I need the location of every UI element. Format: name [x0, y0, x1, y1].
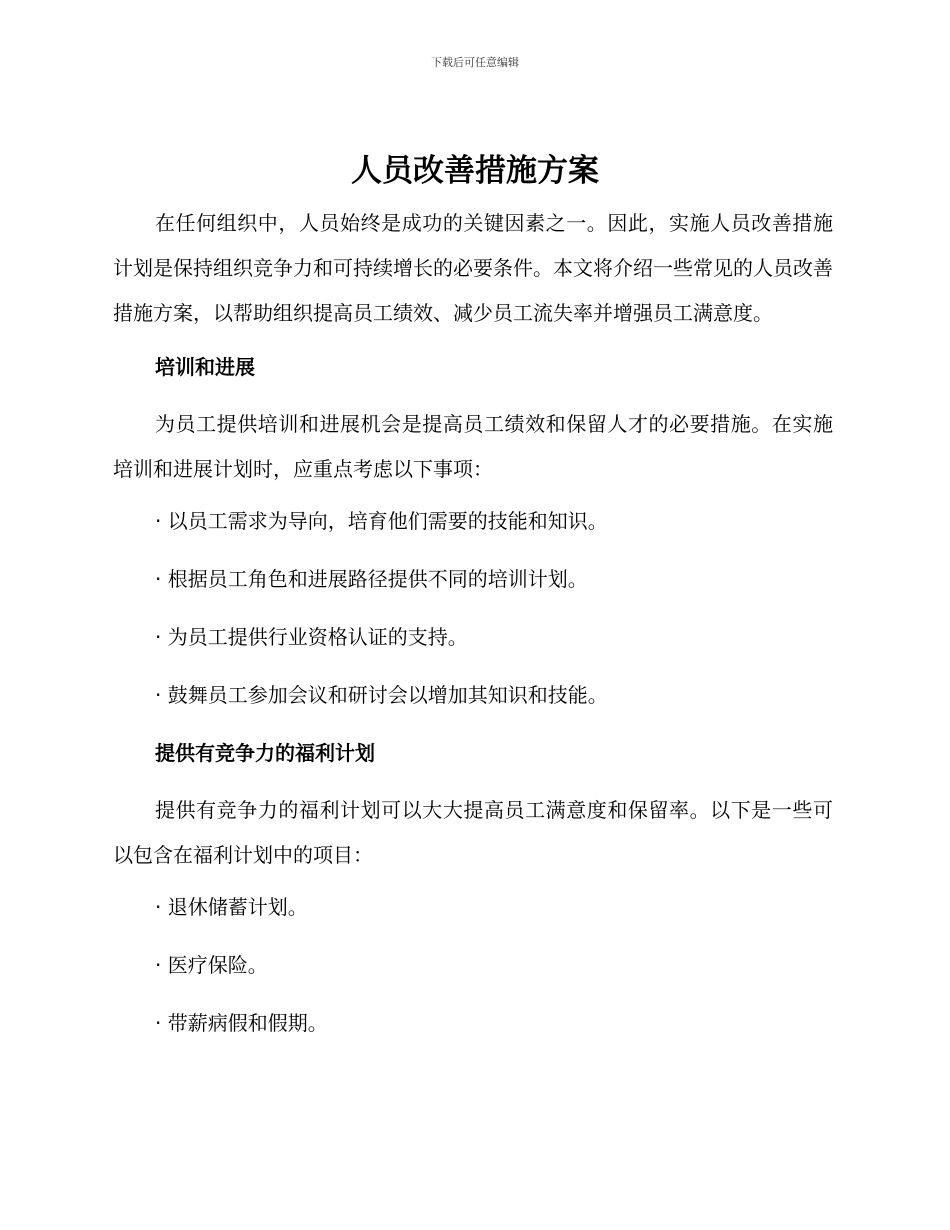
header-note: 下载后可任意编辑 [431, 56, 519, 69]
bullet-item: · 鼓舞员工参加会议和研讨会以增加其知识和技能。 [155, 682, 608, 707]
bullet-item: · 为员工提供行业资格认证的支持。 [155, 624, 468, 649]
section-heading-benefits: 提供有竞争力的福利计划 [155, 740, 375, 765]
section-body-benefits: 提供有竞争力的福利计划可以大大提高员工满意度和保留率。以下是一些可以包含在福利计划中的项目： [113, 797, 833, 867]
bullet-item: · 医疗保险。 [155, 952, 268, 977]
bullet-item: · 带薪病假和假期。 [155, 1010, 328, 1035]
bullet-item: · 以员工需求为导向，培育他们需要的技能和知识。 [155, 508, 608, 533]
page-title: 人员改善措施方案 [351, 153, 599, 189]
document-body [113, 201, 833, 1038]
section-body-training: 为员工提供培训和进展机会是提高员工绩效和保留人才的必要措施。在实施培训和进展计划时，应重点考虑以下事项： [113, 412, 833, 482]
intro-paragraph: 在任何组织中，人员始终是成功的关键因素之一。因此，实施人员改善措施计划是保持组织竞争力和可持续增长的必要条件。本文将介绍一些常见的人员改善措施方案，以帮助组织提高员工绩效、减少员工流失率并增强员工满意度。 [113, 211, 833, 325]
bullet-item: · 根据员工角色和进展路径提供不同的培训计划。 [155, 566, 588, 591]
section-heading-training: 培训和进展 [155, 355, 255, 380]
bullet-item: · 退休储蓄计划。 [155, 894, 308, 919]
